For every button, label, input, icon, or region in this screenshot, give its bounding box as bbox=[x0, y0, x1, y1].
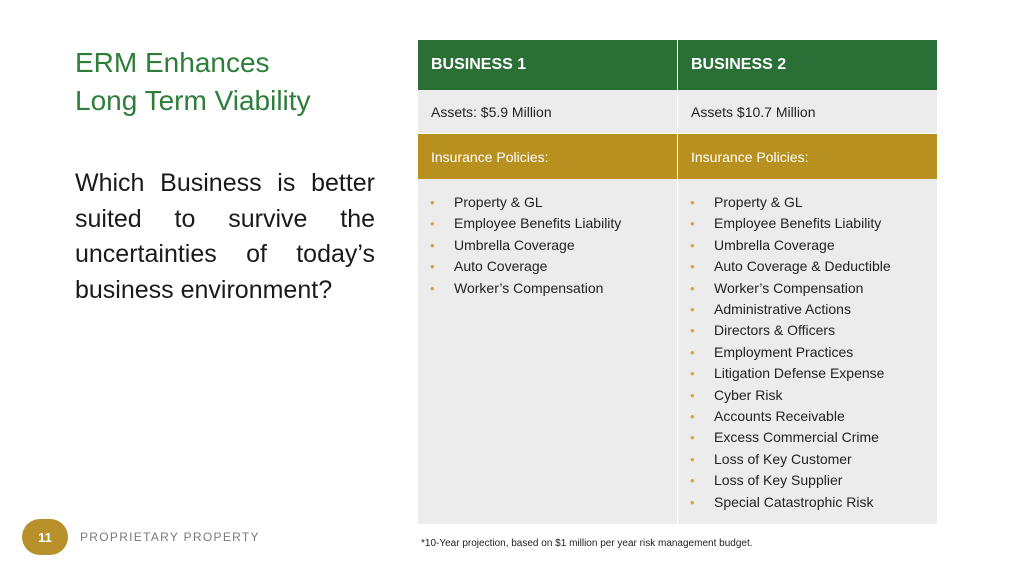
business-1-policy-list bbox=[418, 179, 677, 524]
bullet-icon: • bbox=[690, 259, 695, 275]
bullet-icon: • bbox=[690, 366, 695, 382]
bullet-icon: • bbox=[690, 451, 695, 467]
list-item bbox=[690, 427, 937, 448]
bullet-icon: • bbox=[690, 280, 695, 296]
list-item-label: Property & GL bbox=[714, 194, 803, 210]
list-item-label: Worker’s Compensation bbox=[714, 279, 864, 296]
list-item-label: Administrative Actions bbox=[714, 301, 851, 318]
list-item-label: Loss of Key Customer bbox=[714, 450, 852, 467]
list-item bbox=[690, 363, 937, 384]
business-2-policy-items bbox=[690, 192, 937, 513]
business-1-header: BUSINESS 1 bbox=[418, 40, 677, 90]
list-item-label: Umbrella Coverage bbox=[714, 236, 835, 253]
comparison-table bbox=[418, 40, 937, 524]
bullet-icon: • bbox=[690, 302, 695, 318]
bullet-icon: • bbox=[430, 259, 435, 275]
bullet-icon: • bbox=[430, 280, 435, 296]
bullet-icon: • bbox=[430, 195, 435, 210]
business-2-policies-label: Insurance Policies: bbox=[678, 134, 937, 179]
list-item bbox=[430, 278, 677, 299]
business-1-policy-items bbox=[430, 192, 677, 299]
business-1-assets: Assets: $5.9 Million bbox=[418, 90, 677, 133]
bullet-icon: • bbox=[690, 430, 695, 446]
list-item bbox=[430, 192, 677, 213]
bullet-icon: • bbox=[690, 344, 695, 360]
list-item bbox=[690, 235, 937, 256]
business-2-policy-list bbox=[678, 179, 937, 524]
list-item bbox=[690, 385, 937, 406]
list-item-label: Special Catastrophic Risk bbox=[714, 493, 874, 510]
list-item-label: Employee Benefits Liability bbox=[714, 215, 882, 232]
list-item-label: Accounts Receivable bbox=[714, 408, 845, 425]
bullet-icon: • bbox=[690, 387, 695, 403]
list-item bbox=[690, 406, 937, 427]
bullet-icon: • bbox=[690, 216, 695, 232]
list-item-label: Property & GL bbox=[454, 194, 543, 210]
business-1-policies-label: Insurance Policies: bbox=[418, 134, 677, 179]
page-number-badge: 11 bbox=[22, 519, 68, 555]
business-2-header: BUSINESS 2 bbox=[678, 40, 937, 90]
list-item-label: Employee Benefits Liability bbox=[454, 215, 622, 232]
bullet-icon: • bbox=[690, 323, 695, 339]
list-item-label: Cyber Risk bbox=[714, 386, 783, 403]
slide-title bbox=[75, 44, 375, 120]
list-item bbox=[690, 449, 937, 470]
list-item bbox=[430, 256, 677, 277]
list-item bbox=[690, 256, 937, 277]
bullet-icon: • bbox=[430, 237, 435, 253]
bullet-icon: • bbox=[690, 473, 695, 489]
bullet-icon: • bbox=[690, 494, 695, 510]
footnote: *10-Year projection, based on $1 million per year risk management budget. bbox=[421, 538, 753, 549]
list-item-label: Directors & Officers bbox=[714, 322, 836, 339]
list-item bbox=[430, 235, 677, 256]
slide-title-line-1: ERM Enhances bbox=[75, 47, 270, 78]
bullet-icon: • bbox=[690, 409, 695, 425]
list-item bbox=[690, 213, 937, 234]
list-item-label: Litigation Defense Expense bbox=[714, 365, 885, 382]
list-item-label: Employment Practices bbox=[714, 343, 854, 360]
list-item bbox=[690, 192, 937, 213]
list-item-label: Umbrella Coverage bbox=[454, 236, 575, 253]
list-item bbox=[690, 342, 937, 363]
list-item-label: Auto Coverage & Deductible bbox=[714, 258, 891, 275]
question-text: Which Business is better suited to survive the uncertainties of today’s business environment? bbox=[75, 169, 375, 304]
list-item-label: Worker’s Compensation bbox=[454, 279, 604, 296]
slide-title-line-2: Long Term Viability bbox=[75, 85, 311, 116]
list-item bbox=[690, 278, 937, 299]
list-item bbox=[690, 299, 937, 320]
business-2-assets: Assets $10.7 Million bbox=[678, 90, 937, 133]
list-item-label: Excess Commercial Crime bbox=[714, 429, 879, 446]
bullet-icon: • bbox=[430, 216, 435, 232]
list-item bbox=[430, 213, 677, 234]
bullet-icon: • bbox=[690, 195, 695, 210]
list-item bbox=[690, 492, 937, 513]
list-item-label: Auto Coverage bbox=[454, 258, 548, 275]
footer-label: PROPRIETARY PROPERTY bbox=[80, 530, 260, 544]
list-item bbox=[690, 320, 937, 341]
bullet-icon: • bbox=[690, 237, 695, 253]
list-item bbox=[690, 470, 937, 491]
list-item-label: Loss of Key Supplier bbox=[714, 472, 843, 489]
